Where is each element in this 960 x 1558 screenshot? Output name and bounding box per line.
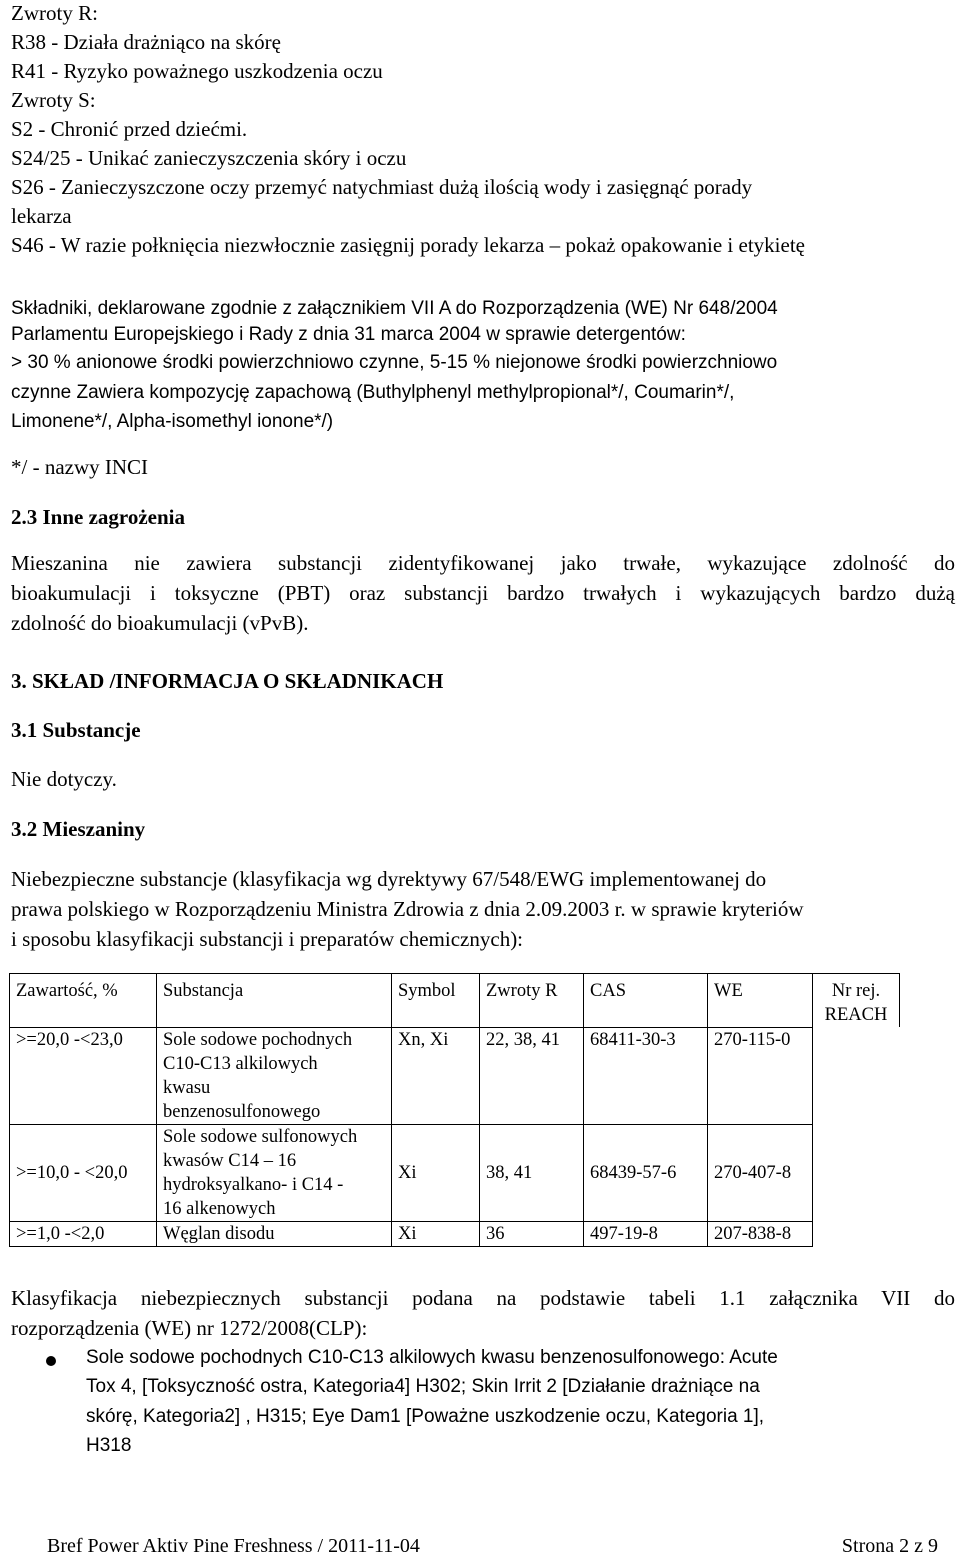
cell-symbol: Xi: [392, 1124, 480, 1221]
bullet-line: Sole sodowe pochodnych C10-C13 alkilowych kwasu benzenosulfonowego: Acute: [86, 1347, 778, 1368]
footer-document-title: Bref Power Aktiv Pine Freshness / 2011-11-04: [47, 1535, 420, 1557]
bullet-icon: [46, 1356, 56, 1366]
substance-line: benzenosulfonowego: [163, 1101, 321, 1122]
composition-table: [9, 973, 900, 1247]
s46-phrase: S46 - W razie połknięcia niezwłocznie zasięgnij porady lekarza – pokaż opakowanie i etykietę: [11, 233, 805, 257]
bullet-line: H318: [86, 1435, 132, 1456]
cell-cas: 497-19-8: [584, 1221, 708, 1246]
table-row: [10, 1027, 900, 1124]
substance-line: hydroksyalkano- i C14 -: [163, 1174, 344, 1195]
cell-substance: [157, 1027, 392, 1124]
substance-line: C10-C13 alkilowych: [163, 1053, 318, 1074]
cell-substance: [157, 1124, 392, 1221]
r-phrases-heading: Zwroty R:: [11, 1, 98, 25]
header-r-phrases: Zwroty R: [480, 974, 584, 1028]
bullet-line: Tox 4, [Toksyczność ostra, Kategoria4] H302; Skin Irrit 2 [Działanie drażniące na: [86, 1376, 760, 1397]
paragraph-line: Mieszanina nie zawiera substancji zidentyfikowanej jako trwałe, wykazujące zdolność do: [11, 551, 955, 575]
table-row: [10, 1124, 900, 1221]
substance-line: Sole sodowe sulfonowych: [163, 1126, 358, 1147]
s24-25-phrase: S24/25 - Unikać zanieczyszczenia skóry i oczu: [11, 146, 407, 170]
inci-note: */ - nazwy INCI: [11, 455, 149, 479]
s26-phrase-cont: lekarza: [11, 204, 72, 228]
paragraph-line: zdolność do bioakumulacji (vPvB).: [11, 611, 309, 635]
section-3-2-heading: 3.2 Mieszaniny: [11, 817, 146, 841]
classification-paragraph: [11, 1283, 955, 1343]
section-2-3-paragraph: [11, 548, 955, 638]
table-header-row: [10, 974, 900, 1028]
ingredients-line: Limonene*/, Alpha-isomethyl ionone*/): [11, 411, 334, 432]
cell-reach: [813, 1124, 900, 1221]
r41-phrase: R41 - Ryzyko poważnego uszkodzenia oczu: [11, 59, 383, 83]
cell-substance: Węglan disodu: [157, 1221, 392, 1246]
bullet-line: skórę, Kategoria2] , H315; Eye Dam1 [Poważne uszkodzenie oczu, Kategoria 1],: [86, 1406, 765, 1427]
cell-content: >=1,0 -<2,0: [10, 1221, 157, 1246]
s-phrases-heading: Zwroty S:: [11, 88, 96, 112]
cell-reach: [813, 1221, 900, 1246]
cell-r-phrases: 36: [480, 1221, 584, 1246]
header-substance: Substancja: [157, 974, 392, 1028]
ingredients-line: > 30 % anionowe środki powierzchniowo czynne, 5-15 % niejonowe środki powierzchniowo: [11, 352, 778, 373]
ingredients-line: Składniki, deklarowane zgodnie z załącznikiem VII A do Rozporządzenia (WE) Nr 648/2004: [11, 298, 778, 319]
footer-page-number: Strona 2 z 9: [841, 1535, 938, 1557]
header-cas: CAS: [584, 974, 708, 1028]
s26-phrase: S26 - Zanieczyszczone oczy przemyć natychmiast dużą ilością wody i zasięgnąć porady: [11, 175, 753, 199]
cell-symbol: Xi: [392, 1221, 480, 1246]
ingredients-line: Parlamentu Europejskiego i Rady z dnia 31 marca 2004 w sprawie detergentów:: [11, 324, 686, 345]
s2-phrase: S2 - Chronić przed dziećmi.: [11, 117, 248, 141]
paragraph-line: Klasyfikacja niebezpiecznych substancji podana na podstawie tabeli 1.1 załącznika VII do: [11, 1286, 955, 1310]
header-reach: [813, 974, 900, 1028]
header-symbol: Symbol: [392, 974, 480, 1028]
substance-line: 16 alkenowych: [163, 1198, 276, 1219]
cell-r-phrases: 22, 38, 41: [480, 1027, 584, 1124]
section-3-2-line: i sposobu klasyfikacji substancji i preparatów chemicznych):: [11, 927, 524, 951]
cell-reach: [813, 1027, 900, 1124]
section-3-2-line: Niebezpieczne substancje (klasyfikacja wg dyrektywy 67/548/EWG implementowanej do: [11, 867, 767, 891]
paragraph-line: rozporządzenia (WE) nr 1272/2008(CLP):: [11, 1316, 368, 1340]
header-content: Zawartość, %: [10, 974, 157, 1028]
header-nr-rej: Nr rej.: [831, 981, 881, 1001]
r38-phrase: R38 - Działa drażniąco na skórę: [11, 30, 281, 54]
cell-we: 207-838-8: [708, 1221, 813, 1246]
section-3-2-line: prawa polskiego w Rozporządzeniu Ministra Zdrowia z dnia 2.09.2003 r. w sprawie kryteriów: [11, 897, 804, 921]
cell-content: >=10,0 - <20,0: [10, 1124, 157, 1221]
cell-we: 270-407-8: [708, 1124, 813, 1221]
substance-line: kwasu: [163, 1077, 211, 1098]
paragraph-line: bioakumulacji i toksyczne (PBT) oraz substancji bardzo trwałych i wykazujących bardzo dużą: [11, 581, 955, 605]
ingredients-line: czynne Zawiera kompozycję zapachową (Buthylphenyl methylpropional*/, Coumarin*/,: [11, 382, 735, 403]
cell-cas: 68439-57-6: [584, 1124, 708, 1221]
substance-line: kwasów C14 – 16: [163, 1150, 297, 1171]
section-3-1-heading: 3.1 Substancje: [11, 718, 141, 742]
table-row: [10, 1221, 900, 1246]
header-reach-label: REACH: [824, 1005, 888, 1025]
section-2-3-heading: 2.3 Inne zagrożenia: [11, 505, 186, 529]
cell-content: >=20,0 -<23,0: [10, 1027, 157, 1124]
cell-r-phrases: 38, 41: [480, 1124, 584, 1221]
substance-line: Sole sodowe pochodnych: [163, 1029, 353, 1050]
cell-symbol: Xn, Xi: [392, 1027, 480, 1124]
cell-we: 270-115-0: [708, 1027, 813, 1124]
header-we: WE: [708, 974, 813, 1028]
section-3-1-text: Nie dotyczy.: [11, 767, 117, 791]
section-3-heading: 3. SKŁAD /INFORMACJA O SKŁADNIKACH: [11, 669, 444, 693]
cell-cas: 68411-30-3: [584, 1027, 708, 1124]
